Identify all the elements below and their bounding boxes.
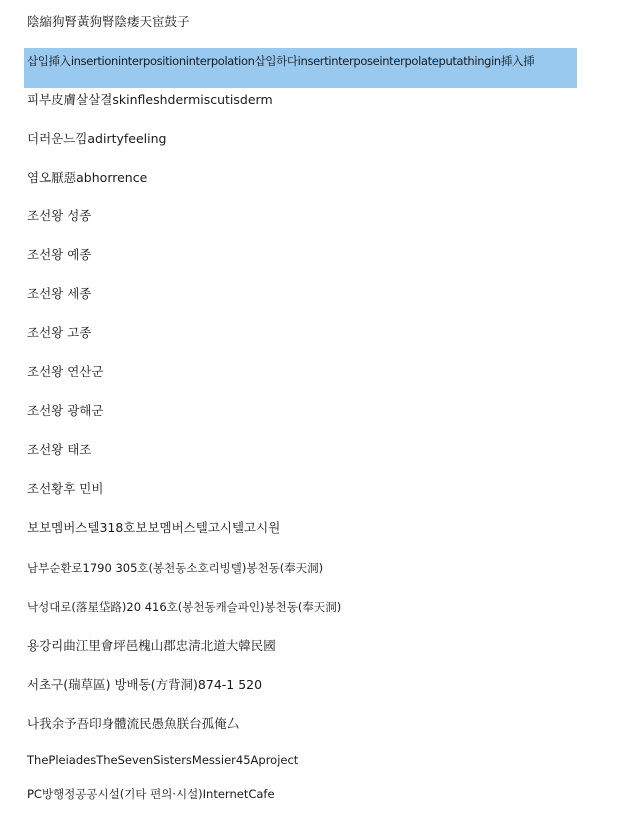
text-line: 조선왕 광해군 [27, 403, 104, 418]
text-line: 남부순환로1790 305호(봉천동소호리빙텔)봉천동(奉天洞) [27, 561, 324, 575]
text-line: 더러운느낌adirtyfeeling [27, 131, 167, 146]
text-line: 조선왕 고종 [27, 325, 92, 340]
text-line: 조선왕 성종 [27, 208, 92, 223]
text-line: 피부皮膚살살결skinfleshdermiscutisderm [27, 92, 273, 107]
text-line-selected[interactable]: 삽입揷入insertioninterpositioninterpolation삽입하다insertinterposeinterpolateputathingin揷入揷 [27, 54, 535, 68]
text-line: 陰縮狗腎黃狗腎陰痿天宦鼓子 [27, 14, 190, 29]
text-line: 보보멤버스텔318호보보멤버스텔고시텔고시원 [27, 520, 281, 535]
text-line: 용강리曲江里會坪邑槐山郡忠淸北道大韓民國 [27, 638, 276, 653]
text-line: 서초구(瑞草區) 방배동(方背洞)874-1 520 [27, 677, 263, 692]
text-line: ThePleiadesTheSevenSistersMessier45Aproject [27, 753, 299, 767]
text-line: 조선왕 세종 [27, 286, 92, 301]
text-line: 조선왕 연산군 [27, 364, 104, 379]
text-line: 조선왕 예종 [27, 247, 92, 262]
text-line: 조선황후 민비 [27, 481, 104, 496]
text-line: 나我余予吾印身體流民愚魚朕台孤俺厶 [27, 716, 240, 731]
text-line: 염오厭惡abhorrence [27, 170, 148, 185]
text-line: 조선왕 태조 [27, 442, 92, 457]
text-line: PC방행정공공시설(기타 편의·시설)InternetCafe [27, 787, 275, 801]
text-line: 낙성대로(落星垈路)20 416호(봉천동캐슬파인)봉천동(奉天洞) [27, 600, 342, 614]
